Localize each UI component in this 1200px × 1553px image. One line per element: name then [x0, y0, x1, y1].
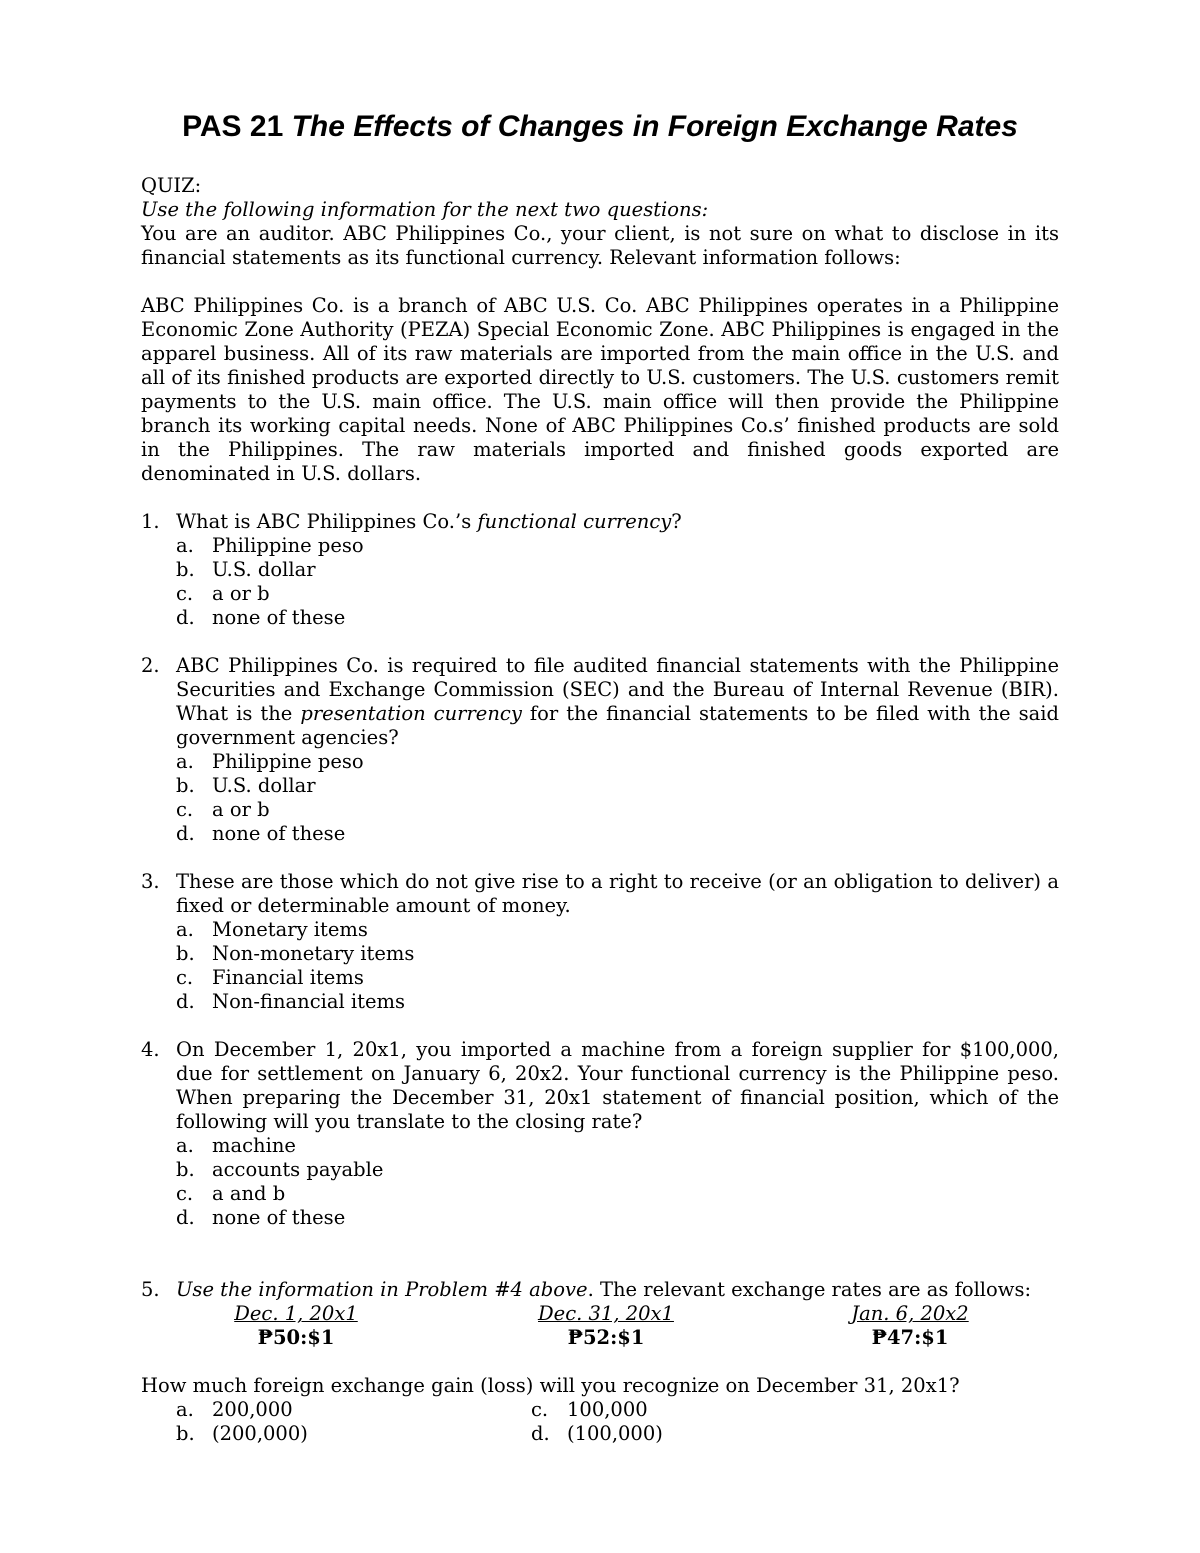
option-b: b. U.S. dollar: [176, 558, 316, 581]
question-5-prompt: How much foreign exchange gain (loss) will you recognize on December 31, 20x1?: [141, 1374, 960, 1397]
option-c: c. 100,000: [531, 1398, 648, 1421]
option-c: c. a or b: [176, 582, 270, 605]
question-text: On December 1, 20x1, you imported a machine from a foreign supplier for $100,000, due for settlement on January 6, 20x2. Your functional currency is the Philippine peso. When preparing the December 31, 20x1 statement of financial position, which of the following will you translate to the closing rate?: [176, 1038, 1059, 1133]
page-title: [141, 110, 1059, 144]
option-b: b. (200,000): [176, 1422, 308, 1445]
question-3: [141, 870, 1059, 1014]
question-2: [141, 654, 1059, 846]
option-b: b. U.S. dollar: [176, 774, 316, 797]
options-row-2: [141, 1422, 1059, 1446]
option-a: a. Philippine peso: [176, 534, 364, 557]
question-1: [141, 510, 1059, 630]
rate-dec-1: Dec. 1, 20x1 ₱50:$1: [234, 1302, 358, 1349]
question-text: What is ABC Philippines Co.’s functional currency?: [176, 510, 682, 533]
question-text: Use the information in Problem #4 above. The relevant exchange rates are as follows:: [176, 1278, 1032, 1301]
option-c: c. a and b: [176, 1182, 286, 1205]
option-d: d. none of these: [176, 1206, 346, 1229]
emphasis: functional currency: [477, 510, 672, 533]
option-d: d. Non-financial items: [176, 990, 406, 1013]
rate-dec-31: Dec. 31, 20x1 ₱52:$1: [538, 1302, 674, 1349]
case-paragraph: ABC Philippines Co. is a branch of ABC U.S. Co. ABC Philippines operates in a Philippine Economic Zone Authority (PEZA) Special Economic Zone. ABC Philippines is engaged in the apparel business. All of its raw materials are imported from the main office in the U.S. and all of its finished products are exported directly to U.S. customers. The U.S. customers remit payments to the U.S. main office. The U.S. main office will then provide the Philippine branch its working capital needs. None of ABC Philippines Co.s’ finished products are sold in the Philippines. The raw materials imported and finished goods exported are denominated in U.S. dollars.: [141, 294, 1059, 485]
question-number: 5.: [141, 1278, 160, 1301]
question-5: [141, 1278, 1059, 1350]
option-a: a. Philippine peso: [176, 750, 364, 773]
quiz-instruction: Use the following information for the next two questions:: [141, 198, 709, 221]
option-d: d. none of these: [176, 606, 346, 629]
title-italic: The Effects of Changes in Foreign Exchange Rates: [291, 110, 1018, 143]
option-b: b. accounts payable: [176, 1158, 384, 1181]
quiz-intro: You are an auditor. ABC Philippines Co., your client, is not sure on what to disclose in its financial statements as its functional currency. Relevant information follows:: [141, 222, 1059, 269]
quiz-section: [141, 174, 1059, 1446]
option-b: b. Non-monetary items: [176, 942, 415, 965]
question-text: ABC Philippines Co. is required to file audited financial statements with the Philippine Securities and Exchange Commission (SEC) and the Bureau of Internal Revenue (BIR). What is the presentation currency for the financial statements to be filed with the said government agencies?: [176, 654, 1059, 749]
question-number: 1.: [141, 510, 160, 533]
question-number: 2.: [141, 654, 160, 677]
title-prefix: PAS 21: [182, 110, 284, 143]
option-d: d. (100,000): [531, 1422, 663, 1445]
emphasis: presentation currency: [300, 702, 522, 725]
option-a: a. machine: [176, 1134, 296, 1157]
question-number: 4.: [141, 1038, 160, 1061]
option-c: c. Financial items: [176, 966, 364, 989]
emphasis: Use the information in Problem #4 above: [176, 1278, 588, 1301]
options-row-1: [141, 1398, 1059, 1422]
option-a: a. Monetary items: [176, 918, 368, 941]
option-a: a. 200,000: [176, 1398, 293, 1421]
question-4: [141, 1038, 1059, 1230]
exchange-rates: [141, 1302, 1059, 1350]
question-text: These are those which do not give rise to a right to receive (or an obligation to deliver) a fixed or determinable amount of money.: [176, 870, 1059, 917]
question-number: 3.: [141, 870, 160, 893]
option-c: c. a or b: [176, 798, 270, 821]
rate-jan-6: Jan. 6, 20x2 ₱47:$1: [851, 1302, 969, 1349]
option-d: d. none of these: [176, 822, 346, 845]
quiz-heading: QUIZ:: [141, 174, 202, 197]
